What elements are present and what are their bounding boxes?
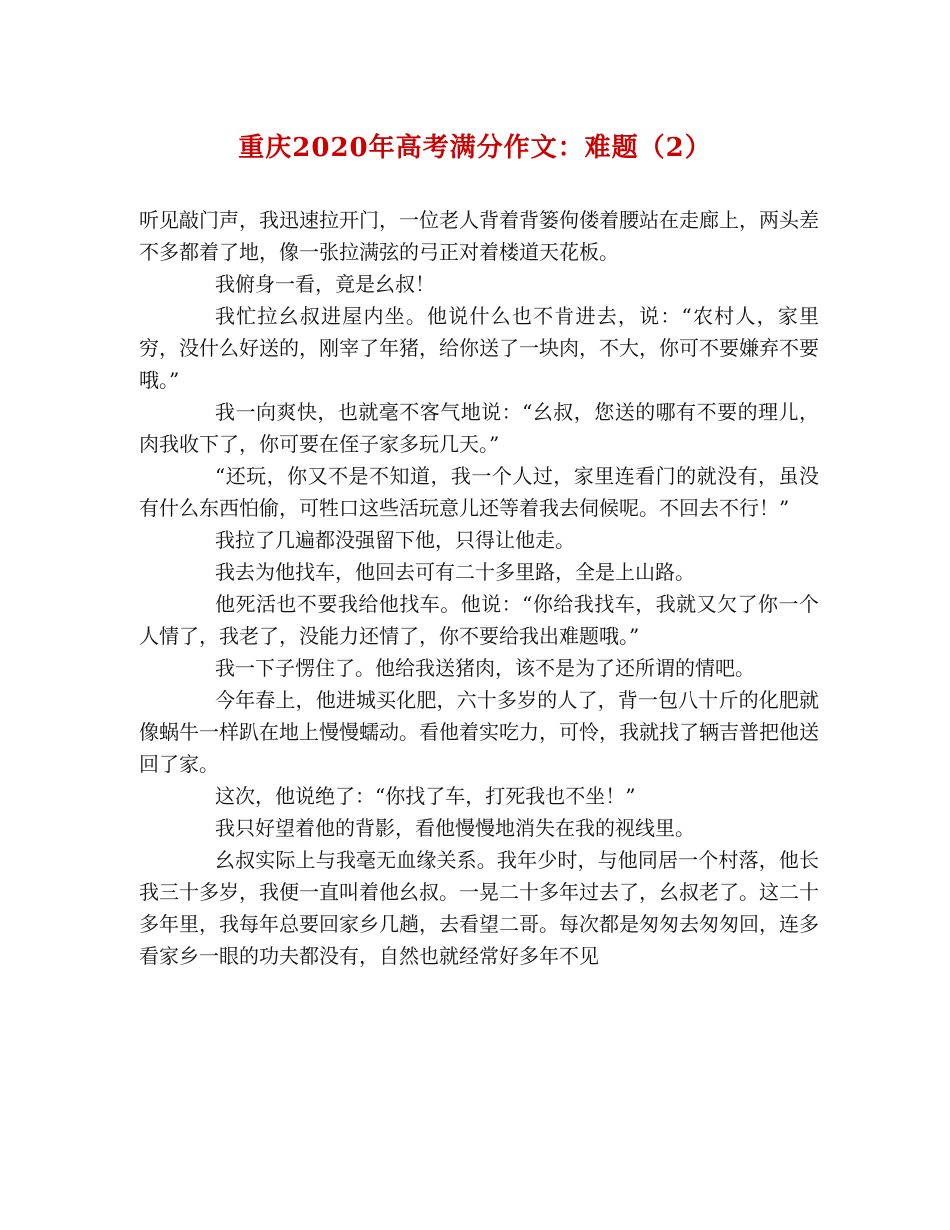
paragraph: “还玩，你又不是不知道，我一个人过，家里连看门的就没有，虽没有什么东西怕偷，可牲口这些活玩意儿还等着我去伺候呢。不回去不行！” bbox=[139, 464, 819, 520]
document-body bbox=[139, 204, 819, 972]
paragraph: 我一下子愣住了。他给我送猪肉，该不是为了还所谓的情吧。 bbox=[215, 656, 755, 680]
paragraph: 我去为他找车，他回去可有二十多里路，全是上山路。 bbox=[215, 560, 695, 584]
paragraph: 今年春上，他进城买化肥，六十多岁的人了，背一包八十斤的化肥就像蜗牛一样趴在地上慢慢蠕动。看他着实吃力，可怜，我就找了辆吉普把他送回了家。 bbox=[139, 688, 819, 776]
document-title: 重庆2020年高考满分作文：难题（2） bbox=[238, 133, 712, 163]
paragraph: 这次，他说绝了：“你找了车，打死我也不坐！” bbox=[215, 784, 636, 808]
paragraph: 幺叔实际上与我毫无血缘关系。我年少时，与他同居一个村落，他长我三十多岁，我便一直叫着他幺叔。一晃二十多年过去了，幺叔老了。这二十多年里，我每年总要回家乡几趟，去看望二哥。每次都是匆匆去匆匆回，连多看家乡一眼的功夫都没有，自然也就经常好多年不见 bbox=[139, 848, 819, 968]
paragraph: 听见敲门声，我迅速拉开门，一位老人背着背篓佝偻着腰站在走廊上，两头差不多都着了地，像一张拉满弦的弓正对着楼道天花板。 bbox=[139, 208, 819, 264]
paragraph: 我只好望着他的背影，看他慢慢地消失在我的视线里。 bbox=[215, 816, 695, 840]
paragraph: 我忙拉幺叔进屋内坐。他说什么也不肯进去，说：“农村人，家里穷，没什么好送的，刚宰了年猪，给你送了一块肉，不大，你可不要嫌弃不要哦。” bbox=[139, 304, 819, 392]
paragraph: 我拉了几遍都没强留下他，只得让他走。 bbox=[215, 528, 575, 552]
paragraph: 我俯身一看，竟是幺叔！ bbox=[215, 272, 435, 296]
paragraph: 我一向爽快，也就毫不客气地说：“幺叔，您送的哪有不要的理儿，肉我收下了，你可要在侄子家多玩几天。” bbox=[139, 400, 819, 456]
paragraph: 他死活也不要我给他找车。他说：“你给我找车，我就又欠了你一个人情了，我老了，没能力还情了，你不要给我出难题哦。” bbox=[139, 592, 819, 648]
